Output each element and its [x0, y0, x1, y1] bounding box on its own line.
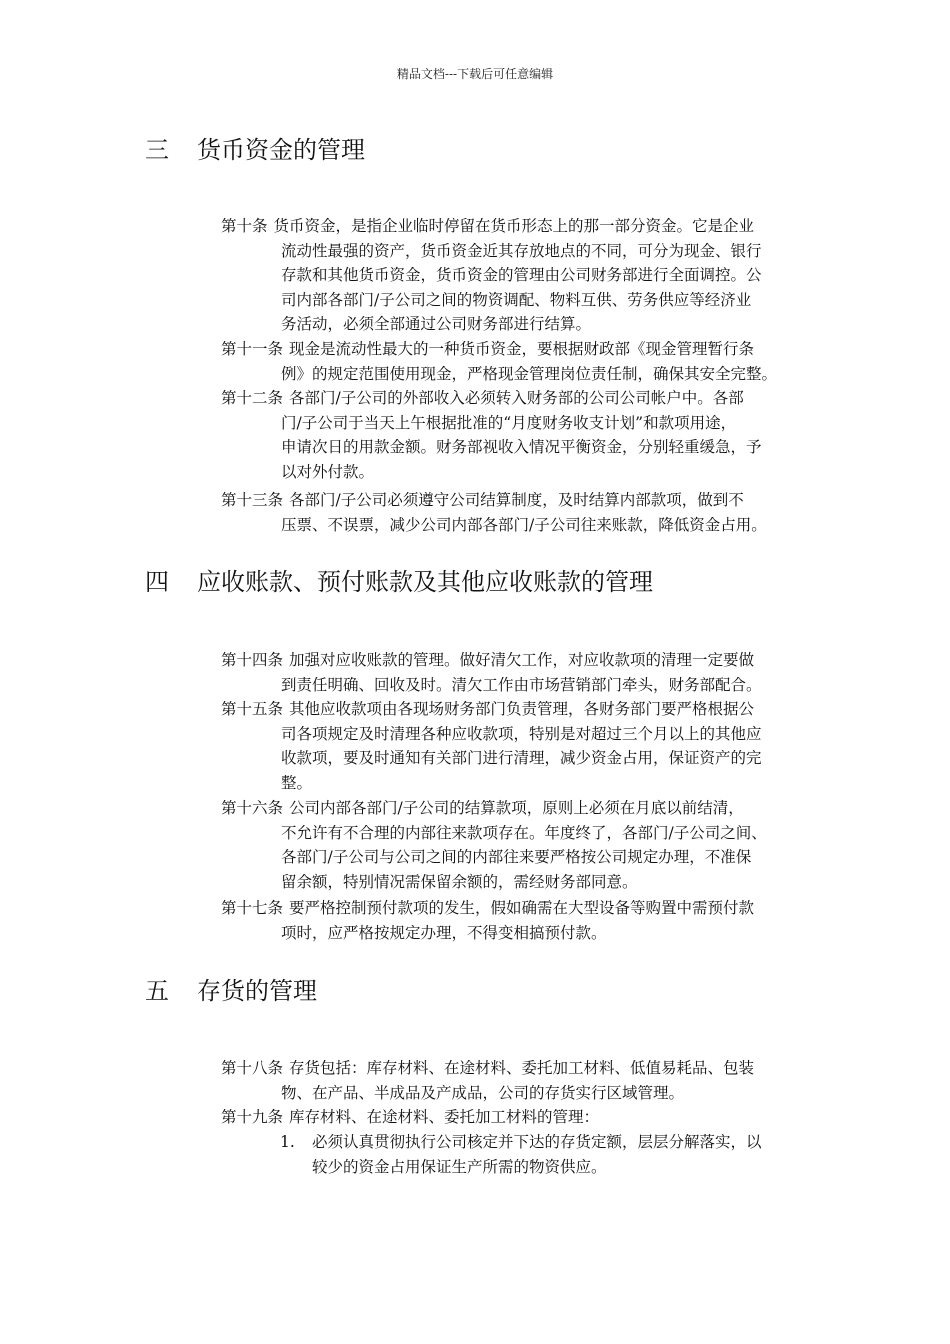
article-text-line: 整。: [281, 773, 313, 792]
article-text-line: 物、在产品、半成品及产成品，公司的存货实行区域管理。: [281, 1083, 685, 1102]
article-text-line: 其他应收款项由各现场财务部门负责管理，各财务部门要严格根据公: [289, 700, 755, 718]
article-11: [221, 337, 811, 386]
article-text-line: 公司内部各部门/子公司的结算款项，原则上必须在月底以前结清，: [289, 799, 744, 817]
article-text-line: 务活动，必须全部通过公司财务部进行结算。: [281, 315, 592, 333]
section-heading-5: [145, 976, 317, 1006]
article-text-line: 各部门/子公司的外部收入必须转入财务部的公司公司帐户中。各部: [289, 389, 744, 407]
article-label: 第十七条: [221, 899, 284, 917]
section-heading-3: [145, 135, 365, 165]
article-16: [221, 796, 811, 894]
article-text-line: 不允许有不合理的内部往来款项存在。年度终了，各部门/子公司之间、: [281, 823, 767, 842]
article-text-line: 库存材料、在途材料、委托加工材料的管理：: [289, 1108, 600, 1126]
article-12: [221, 386, 811, 484]
article-text-line: 货币资金，是指企业临时停留在货币形态上的那一部分资金。它是企业: [273, 217, 755, 235]
section-heading-4: [145, 567, 653, 597]
article-text-line: 收款项，要及时通知有关部门进行清理，减少资金占用，保证资产的完: [281, 749, 762, 767]
article-10: [221, 214, 811, 337]
page-header: 精品文档---下载后可任意编辑: [396, 67, 554, 81]
article-text-line: 各部门/子公司必须遵守公司结算制度，及时结算内部款项，做到不: [289, 491, 744, 509]
article-text-line: 压票、不误票，减少公司内部各部门/子公司往来账款，降低资金占用。: [281, 515, 767, 534]
article-text-line: 现金是流动性最大的一种货币资金，要根据财政部《现金管理暂行条: [289, 340, 755, 358]
article-text-line: 以对外付款。: [281, 462, 375, 481]
article-13: [221, 488, 811, 537]
list-item-number: 1.: [280, 1133, 295, 1151]
article-label: 第十二条: [221, 389, 284, 407]
article-label: 第十九条: [221, 1108, 284, 1126]
section-title: 货币资金的管理: [197, 136, 365, 164]
article-text-line: 司内部各部门/子公司之间的物资调配、物料互供、劳务供应等经济业: [281, 290, 752, 309]
article-text-line: 门/子公司于当天上午根据批准的“月度财务收支计划”和款项用途，: [281, 413, 737, 432]
article-14: [221, 648, 811, 697]
article-text-line: 存货包括：库存材料、在途材料、委托加工材料、低值易耗品、包装: [289, 1059, 755, 1077]
article-text-line: 各部门/子公司与公司之间的内部往来要严格按公司规定办理，不准保: [281, 848, 752, 866]
article-15: [221, 697, 811, 795]
section-title: 应收账款、预付账款及其他应收账款的管理: [197, 568, 653, 596]
article-text-line: 流动性最强的资产，货币资金近其存放地点的不同，可分为现金、银行: [281, 241, 762, 260]
article-text-line: 司各项规定及时清理各种应收款项，特别是对超过三个月以上的其他应: [281, 724, 762, 743]
article-label: 第十八条: [221, 1059, 284, 1077]
article-label: 第十条: [221, 217, 268, 235]
article-17: [221, 896, 811, 945]
article-text-line: 申请次日的用款金额。财务部视收入情况平衡资金，分别轻重缓急，予: [281, 438, 762, 456]
list-item-text-line: 较少的资金占用保证生产所需的物资供应。: [312, 1157, 607, 1176]
article-label: 第十六条: [221, 799, 284, 817]
section-number: 三: [145, 136, 169, 164]
article-text-line: 留余额，特别情况需保留余额的，需经财务部同意。: [281, 872, 638, 891]
article-19: [221, 1105, 811, 1130]
article-label: 第十一条: [221, 340, 284, 358]
article-text-line: 到责任明确、回收及时。清欠工作由市场营销部门牵头，财务部配合。: [281, 675, 762, 694]
list-item-text-line: 必须认真贯彻执行公司核定并下达的存货定额，层层分解落实，以: [312, 1133, 762, 1151]
section-title: 存货的管理: [197, 977, 317, 1005]
article-text-line: 要严格控制预付款项的发生，假如确需在大型设备等购置中需预付款: [289, 899, 755, 917]
article-19-item-1: [280, 1130, 810, 1179]
article-text-line: 存款和其他货币资金，货币资金的管理由公司财务部进行全面调控。公: [281, 266, 762, 284]
article-text-line: 项时，应严格按规定办理，不得变相搞预付款。: [281, 923, 607, 942]
article-label: 第十五条: [221, 700, 284, 718]
article-label: 第十三条: [221, 491, 284, 509]
article-18: [221, 1056, 811, 1105]
section-number: 四: [145, 568, 169, 596]
article-label: 第十四条: [221, 651, 284, 669]
article-text-line: 加强对应收账款的管理。做好清欠工作，对应收款项的清理一定要做: [289, 651, 755, 669]
section-number: 五: [145, 977, 169, 1005]
article-text-line: 例》的规定范围使用现金，严格现金管理岗位责任制，确保其安全完整。: [281, 364, 778, 383]
